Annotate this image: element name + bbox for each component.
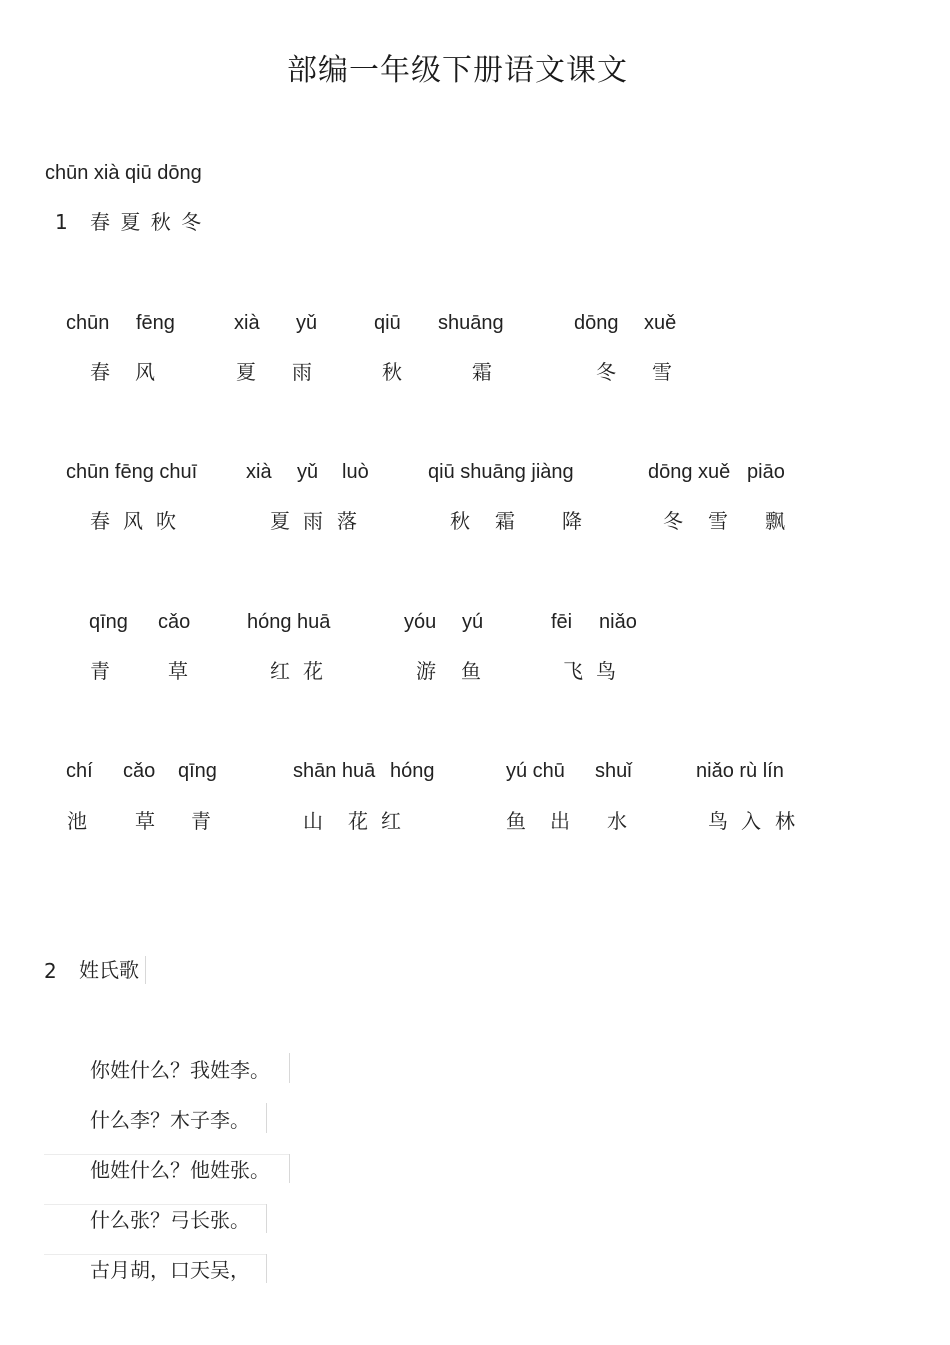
hanzi-char: 鸟 <box>708 809 728 833</box>
pinyin-word: qiū shuāng jiàng <box>428 461 574 483</box>
hanzi-char: 飘 <box>765 509 785 533</box>
pinyin-word: xià <box>246 461 272 483</box>
pinyin-word: yú chū <box>506 760 565 782</box>
pinyin-word: fēi <box>551 611 573 633</box>
pinyin-word: chūn fēng chuī <box>66 461 198 483</box>
hanzi-char: 冬 <box>596 360 616 384</box>
hanzi-char: 雨 <box>303 509 323 533</box>
hanzi-char: 出 <box>550 809 570 833</box>
poem-line: 你姓什么？我姓李。 <box>90 1058 270 1082</box>
scan-divider <box>266 1103 267 1133</box>
pinyin-word: xuě <box>644 312 677 334</box>
pinyin-word: shān huā <box>293 760 376 782</box>
hanzi-char: 红 <box>270 659 290 683</box>
hanzi-char: 风 <box>123 509 143 533</box>
hanzi-char: 春 <box>90 509 110 533</box>
pinyin-word: luò <box>342 461 369 483</box>
hanzi-char: 鸟 <box>596 659 616 683</box>
hanzi-char: 冬 <box>663 509 683 533</box>
lesson1-number: 1 <box>55 210 68 234</box>
hanzi-char: 夏 <box>236 360 256 384</box>
pinyin-word: niǎo rù lín <box>696 760 784 782</box>
scan-divider <box>266 1204 267 1233</box>
pinyin-word: fēng <box>136 312 175 334</box>
hanzi-char: 雪 <box>708 509 728 533</box>
pinyin-word: piāo <box>747 461 785 483</box>
pinyin-word: dōng <box>574 312 619 334</box>
lesson2-title: 姓氏歌 <box>79 958 139 982</box>
scan-divider <box>289 1053 290 1083</box>
hanzi-char: 鱼 <box>461 659 481 683</box>
hanzi-char: 山 <box>303 809 323 833</box>
pinyin-word: yǔ <box>296 312 318 334</box>
pinyin-word: qīng <box>89 611 128 633</box>
hanzi-char: 红 <box>381 809 401 833</box>
hanzi-char: 霜 <box>495 509 515 533</box>
hanzi-char: 雪 <box>652 360 672 384</box>
pinyin-word: chí <box>66 760 93 782</box>
pinyin-word: dōng xuě <box>648 461 731 483</box>
hanzi-char: 花 <box>348 809 368 833</box>
hanzi-char: 霜 <box>472 360 492 384</box>
hanzi-char: 吹 <box>156 509 176 533</box>
hanzi-char: 降 <box>562 509 582 533</box>
hanzi-char: 草 <box>168 659 188 683</box>
pinyin-word: yóu <box>404 611 437 633</box>
hanzi-char: 池 <box>67 809 87 833</box>
lesson2-number: 2 <box>44 959 57 983</box>
poem-line: 他姓什么？他姓张。 <box>90 1158 270 1182</box>
scan-divider <box>145 956 146 984</box>
pinyin-word: niǎo <box>599 611 637 633</box>
scan-divider <box>44 1154 289 1155</box>
pinyin-word: yǔ <box>297 461 319 483</box>
hanzi-char: 夏 <box>270 509 290 533</box>
pinyin-word: cǎo <box>123 760 156 782</box>
hanzi-char: 落 <box>337 509 357 533</box>
scan-divider <box>44 1204 266 1205</box>
hanzi-char: 春 <box>90 360 110 384</box>
hanzi-char: 花 <box>303 659 323 683</box>
hanzi-char: 草 <box>135 809 155 833</box>
hanzi-char: 水 <box>607 809 627 833</box>
pinyin-word: shuǐ <box>595 760 632 782</box>
pinyin-word: cǎo <box>158 611 191 633</box>
poem-line: 什么张？弓长张。 <box>90 1208 250 1232</box>
scan-divider <box>266 1254 267 1283</box>
hanzi-char: 游 <box>416 659 436 683</box>
pinyin-word: chūn <box>66 312 110 334</box>
pinyin-word: yú <box>462 611 484 633</box>
pinyin-word: xià <box>234 312 260 334</box>
hanzi-char: 雨 <box>292 360 312 384</box>
hanzi-char: 秋 <box>450 509 470 533</box>
lesson1-heading-pinyin: chūn xià qiū dōng <box>45 162 202 184</box>
hanzi-char: 青 <box>90 659 110 683</box>
hanzi-char: 鱼 <box>506 809 526 833</box>
hanzi-char: 秋 <box>382 360 402 384</box>
hanzi-char: 林 <box>775 809 795 833</box>
lesson1-title: 春 夏 秋 冬 <box>90 210 204 234</box>
scan-divider <box>44 1254 266 1255</box>
hanzi-char: 入 <box>741 809 761 833</box>
poem-line: 古月胡，口天吴， <box>90 1258 250 1282</box>
page-title: 部编一年级下册语文课文 <box>287 53 628 88</box>
poem-line: 什么李？木子李。 <box>90 1108 250 1132</box>
pinyin-word: qiū <box>374 312 401 334</box>
hanzi-char: 青 <box>191 809 211 833</box>
pinyin-word: qīng <box>178 760 217 782</box>
scan-divider <box>289 1154 290 1183</box>
pinyin-word: hóng <box>390 760 435 782</box>
hanzi-char: 风 <box>135 360 155 384</box>
pinyin-word: hóng huā <box>247 611 331 633</box>
hanzi-char: 飞 <box>563 659 583 683</box>
pinyin-word: shuāng <box>438 312 504 334</box>
